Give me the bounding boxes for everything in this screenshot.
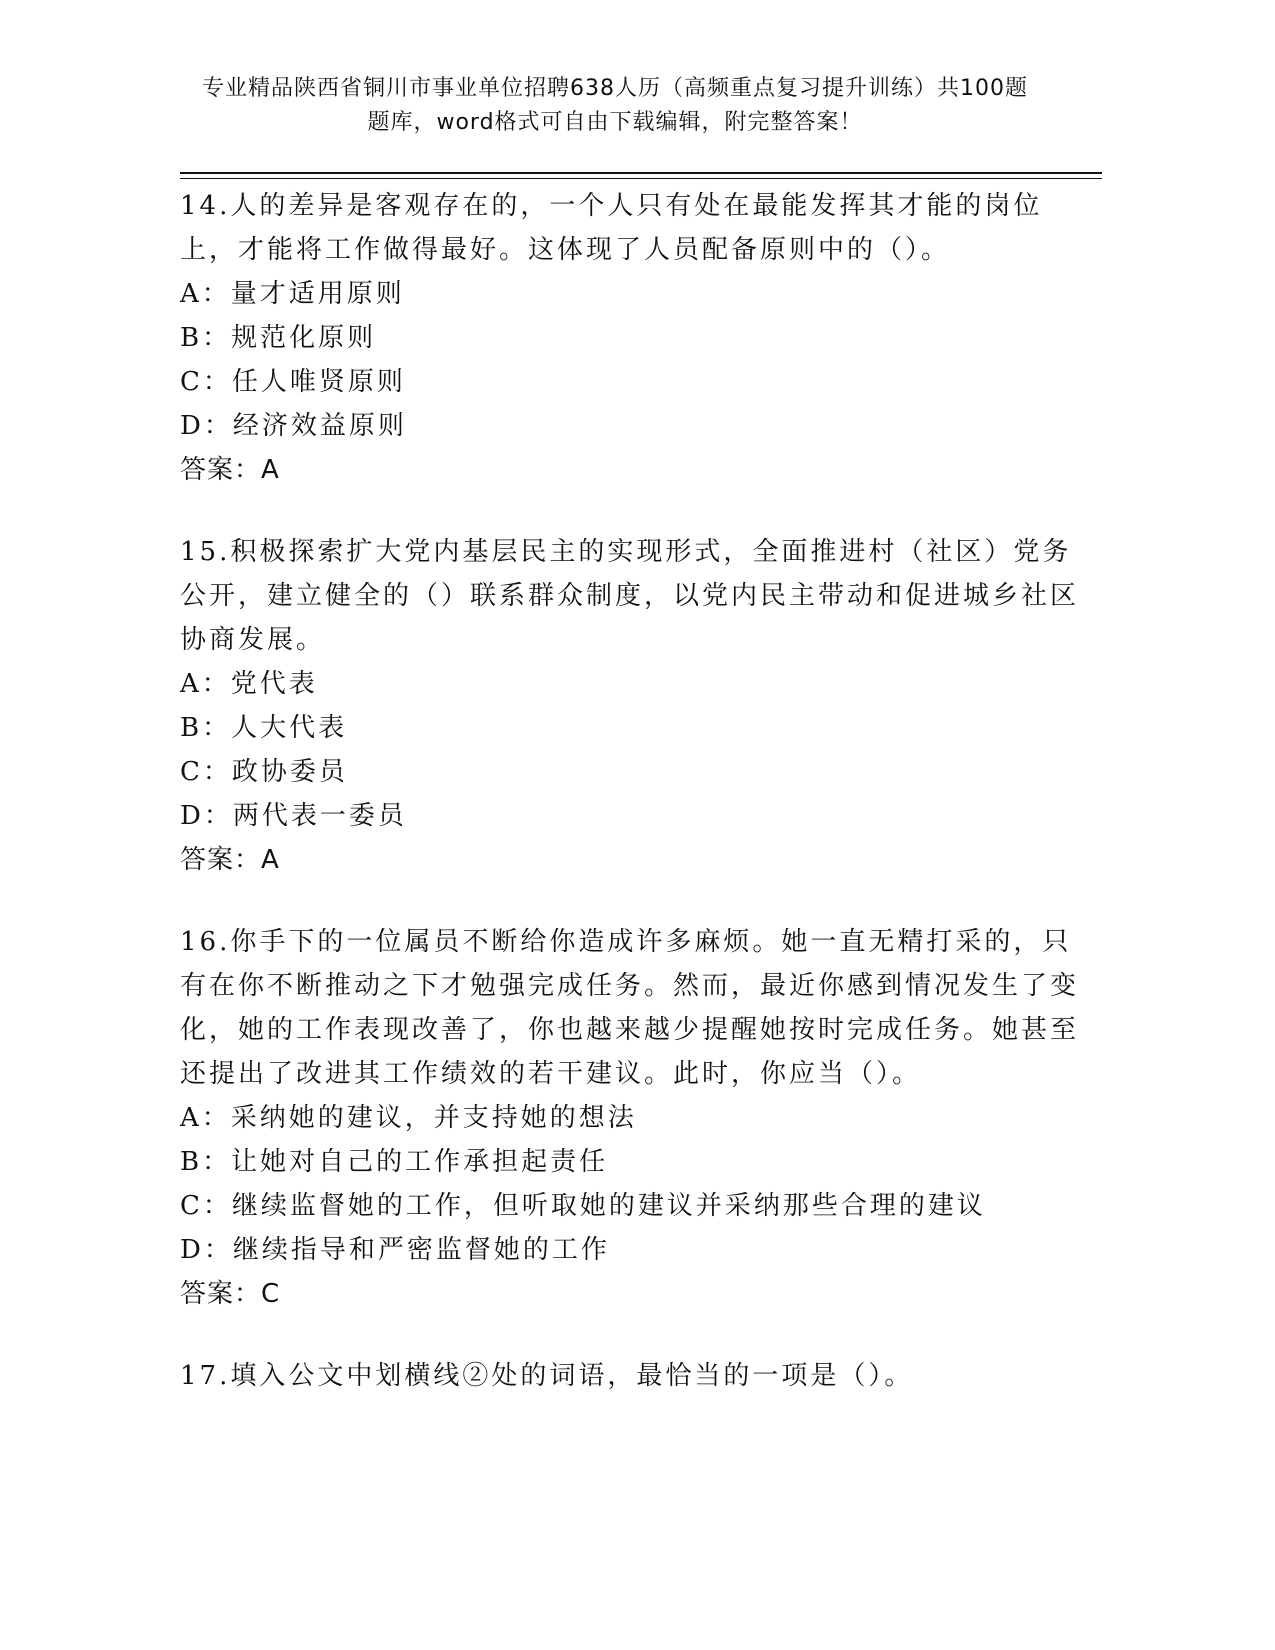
question-stem: 17.填入公文中划横线②处的词语，最恰当的一项是（）。 (180, 1361, 914, 1391)
option-a: A：量才适用原则 (180, 279, 405, 309)
question-stem: 15.积极探索扩大党内基层民主的实现形式，全面推进村（社区）党务公开，建立健全的（）联系群众制度，以党内民主带动和促进城乡社区协商发展。 (180, 537, 1080, 655)
question-stem: 16.你手下的一位属员不断给你造成许多麻烦。她一直无精打采的，只有在你不断推动之下才勉强完成任务。然而，最近你感到情况发生了变化，她的工作表现改善了，你也越来越少提醒她按时完成任务。她甚至还提出了改进其工作绩效的若干建议。此时，你应当（）。 (180, 927, 1080, 1089)
document-header (150, 72, 1080, 140)
option-b: B：人大代表 (180, 713, 348, 743)
option-c: C：政协委员 (180, 757, 348, 787)
header-title-line-1: 专业精品陕西省铜川市事业单位招聘638人历（高频重点复习提升训练）共100题 (202, 76, 1028, 101)
question-16 (180, 920, 1080, 1316)
header-divider (180, 172, 1102, 179)
option-d: D：两代表一委员 (180, 801, 407, 831)
question-17 (180, 1354, 1080, 1398)
answer-line: 答案：C (180, 1279, 281, 1309)
option-d: D：继续指导和严密监督她的工作 (180, 1235, 610, 1265)
question-15 (180, 530, 1080, 882)
question-list (180, 184, 1080, 1436)
question-14 (180, 184, 1080, 492)
answer-line: 答案：A (180, 845, 280, 875)
option-c: C：继续监督她的工作，但听取她的建议并采纳那些合理的建议 (180, 1191, 986, 1221)
option-d: D：经济效益原则 (180, 411, 407, 441)
option-a: A：党代表 (180, 669, 318, 699)
option-c: C：任人唯贤原则 (180, 367, 406, 397)
answer-line: 答案：A (180, 455, 280, 485)
option-b: B：规范化原则 (180, 323, 377, 353)
option-b: B：让她对自己的工作承担起责任 (180, 1147, 609, 1177)
option-a: A：采纳她的建议，并支持她的想法 (180, 1103, 637, 1133)
header-title-line-2: 题库，word格式可自由下载编辑，附完整答案！ (367, 110, 863, 135)
question-stem: 14.人的差异是客观存在的，一个人只有处在最能发挥其才能的岗位上，才能将工作做得最好。这体现了人员配备原则中的（）。 (180, 191, 1043, 265)
